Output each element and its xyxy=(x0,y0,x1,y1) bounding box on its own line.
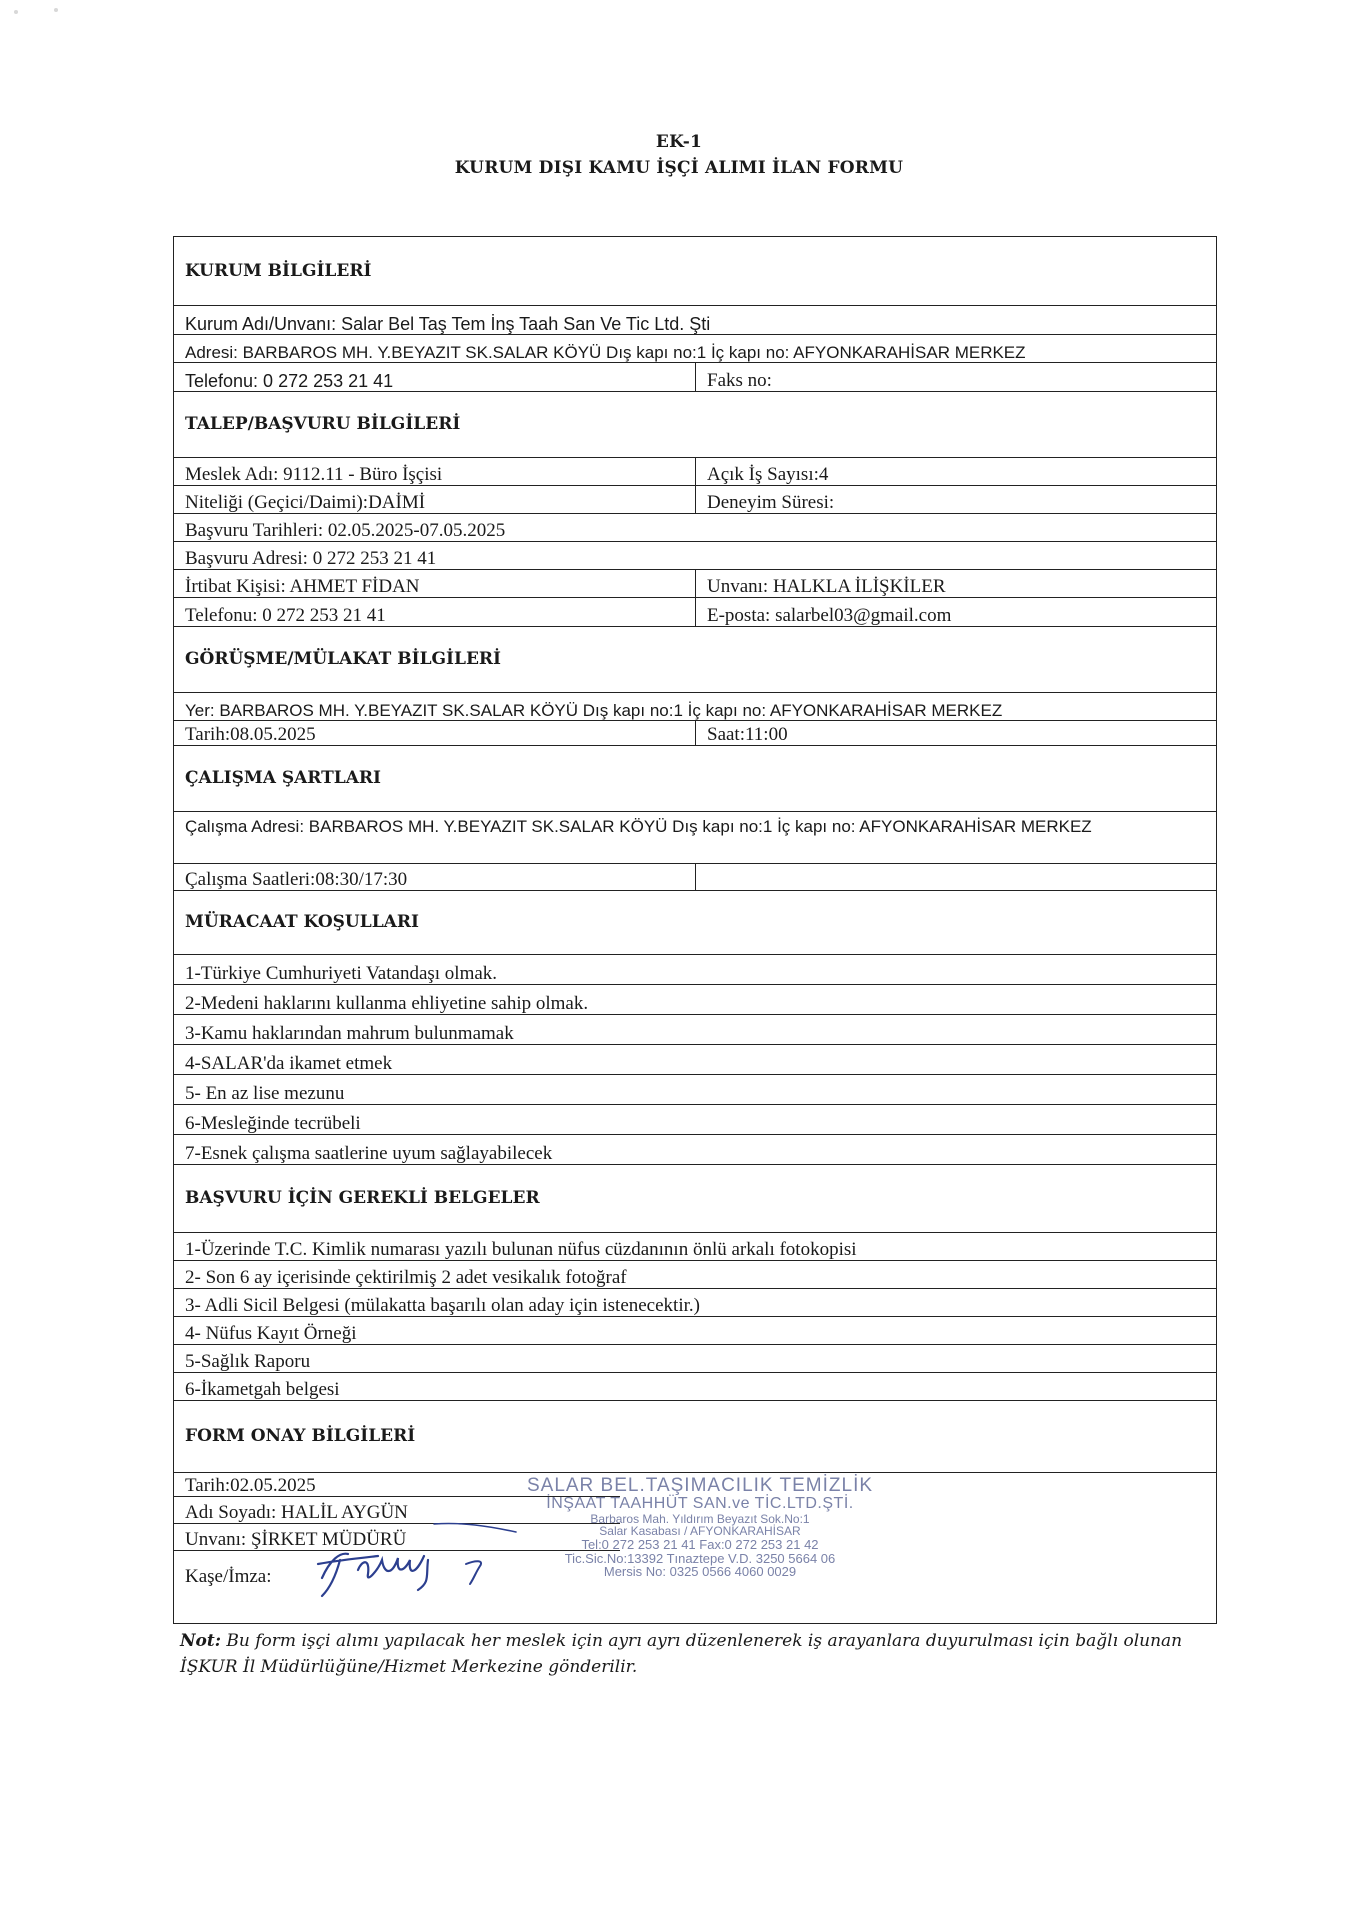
list-item xyxy=(174,1233,1216,1261)
gorusme-tarih-row xyxy=(174,721,1216,746)
note-text: Bu form işçi alımı yapılacak her meslek için ayrı ayrı düzenlenerek iş arayanlara duyurulması için bağlı olunan İŞKUR İl Müdürlüğüne/Hizmet Merkezine gönderilir. xyxy=(180,1631,1183,1677)
basvuru-adresi: Başvuru Adresi: 0 272 253 21 41 xyxy=(185,548,437,569)
section-title: TALEP/BAŞVURU BİLGİLERİ xyxy=(185,414,461,434)
kurum-adres: Adresi: BARBAROS MH. Y.BEYAZIT SK.SALAR KÖYÜ Dış kapı no:1 İç kapı no: AFYONKARAHİSAR MERKEZ xyxy=(185,343,1026,362)
kurum-telefon: Telefonu: 0 272 253 21 41 xyxy=(185,371,394,391)
belge-item: 2- Son 6 ay içerisinde çektirilmiş 2 adet vesikalık fotoğraf xyxy=(185,1267,627,1288)
footnote xyxy=(180,1628,1230,1680)
belge-item: 1-Üzerinde T.C. Kimlik numarası yazılı bulunan nüfus cüzdanının önlü arkalı fotokopisi xyxy=(185,1239,857,1260)
pen-stroke xyxy=(432,1518,522,1538)
scan-speck xyxy=(54,8,58,12)
stamp-line: Mersis No: 0325 0566 4060 0029 xyxy=(603,1564,797,1580)
list-item xyxy=(174,1045,1216,1075)
list-item xyxy=(174,1075,1216,1105)
list-item xyxy=(174,1135,1216,1165)
section-title: KURUM BİLGİLERİ xyxy=(185,260,372,281)
note-label: Not: xyxy=(180,1631,222,1651)
section-talep xyxy=(174,392,1216,458)
stamp-line: SALAR BEL.TAŞIMACILIK TEMİZLİK xyxy=(526,1475,874,1496)
section-onay xyxy=(174,1401,1216,1473)
irtibat-kisisi: İrtibat Kişisi: AHMET FİDAN xyxy=(185,576,420,597)
stamp-line: Salar Kasabası / AFYONKARAHİSAR xyxy=(599,1524,801,1539)
calisma-saatleri: Çalışma Saatleri:08:30/17:30 xyxy=(185,869,408,890)
talep-row-4 xyxy=(174,542,1216,570)
section-gorusme xyxy=(174,627,1216,693)
belge-item: 3- Adli Sicil Belgesi (mülakatta başarılı olan aday için istenecektir.) xyxy=(185,1295,700,1316)
list-item xyxy=(174,1345,1216,1373)
section-belgeler xyxy=(174,1165,1216,1233)
muracaat-item: 4-SALAR'da ikamet etmek xyxy=(185,1053,393,1074)
niteligi: Niteliği (Geçici/Daimi):DAİMİ xyxy=(185,492,426,513)
talep-row-3 xyxy=(174,514,1216,542)
stamp-line: Tic.Sic.No:13392 Tınaztepe V.D. 3250 5664 06 xyxy=(564,1550,836,1566)
kase-imza: Kaşe/İmza: xyxy=(185,1566,272,1587)
signature xyxy=(300,1530,520,1610)
kurum-adres-row xyxy=(174,335,1216,363)
muracaat-item: 5- En az lise mezunu xyxy=(185,1083,345,1104)
muracaat-item: 6-Mesleğinde tecrübeli xyxy=(185,1113,361,1134)
kurum-telefon-row xyxy=(174,363,1216,392)
talep-row-1 xyxy=(174,458,1216,486)
list-item xyxy=(174,1261,1216,1289)
form-box xyxy=(173,236,1217,1624)
company-stamp xyxy=(500,1476,900,1579)
calisma-adresi: Çalışma Adresi: BARBAROS MH. Y.BEYAZIT SK.SALAR KÖYÜ Dış kapı no:1 İç kapı no: AFYONKARAHİSAR MERKEZ xyxy=(185,817,1092,836)
form-title: KURUM DIŞI KAMU İŞÇİ ALIMI İLAN FORMU xyxy=(454,158,904,178)
belge-item: 4- Nüfus Kayıt Örneği xyxy=(185,1323,357,1344)
gorusme-tarih: Tarih:08.05.2025 xyxy=(185,724,316,745)
kurum-faks: Faks no: xyxy=(695,363,1216,391)
muracaat-item: 3-Kamu haklarından mahrum bulunmamak xyxy=(185,1023,514,1044)
talep-eposta: E-posta: salarbel03@gmail.com xyxy=(695,598,1216,626)
muracaat-item: 7-Esnek çalışma saatlerine uyum sağlayabilecek xyxy=(185,1143,553,1164)
belge-item: 5-Sağlık Raporu xyxy=(185,1351,311,1372)
gorusme-saat: Saat:11:00 xyxy=(695,721,1216,745)
irtibat-unvani: Unvanı: HALKLA İLİŞKİLER xyxy=(695,570,1216,597)
calisma-adres-row xyxy=(174,812,1216,864)
stamp-line: İNŞAAT TAAHHÜT SAN.ve TİC.LTD.ŞTİ. xyxy=(546,1494,854,1512)
list-item xyxy=(174,1373,1216,1401)
section-title: BAŞVURU İÇİN GEREKLİ BELGELER xyxy=(185,1188,540,1208)
talep-row-2 xyxy=(174,486,1216,514)
talep-row-6 xyxy=(174,598,1216,627)
onay-unvan: Unvanı: ŞİRKET MÜDÜRÜ xyxy=(185,1529,407,1550)
list-item xyxy=(174,1317,1216,1345)
meslek-adi: Meslek Adı: 9112.11 - Büro İşçisi xyxy=(185,464,443,485)
gorusme-yer: Yer: BARBAROS MH. Y.BEYAZIT SK.SALAR KÖYÜ Dış kapı no:1 İç kapı no: AFYONKARAHİSAR MERKEZ xyxy=(185,701,1003,720)
list-item xyxy=(174,1289,1216,1317)
section-muracaat xyxy=(174,891,1216,955)
section-calisma xyxy=(174,746,1216,812)
section-kurum xyxy=(174,237,1216,306)
onay-adi-soyadi: Adı Soyadı: HALİL AYGÜN xyxy=(185,1502,408,1523)
talep-telefon: Telefonu: 0 272 253 21 41 xyxy=(185,605,386,626)
talep-row-5 xyxy=(174,570,1216,598)
deneyim-suresi: Deneyim Süresi: xyxy=(695,486,1216,513)
calisma-saat-row xyxy=(174,864,1216,891)
list-item xyxy=(174,1105,1216,1135)
onay-tarih: Tarih:02.05.2025 xyxy=(185,1475,316,1496)
gorusme-yer-row xyxy=(174,693,1216,721)
section-title: GÖRÜŞME/MÜLAKAT BİLGİLERİ xyxy=(185,649,501,669)
list-item xyxy=(174,1015,1216,1045)
stamp-line: Barbaros Mah. Yıldırım Beyazıt Sok.No:1 xyxy=(590,1511,810,1526)
section-title: FORM ONAY BİLGİLERİ xyxy=(185,1426,416,1446)
scan-speck xyxy=(14,10,18,14)
basvuru-tarihleri: Başvuru Tarihleri: 02.05.2025-07.05.2025 xyxy=(185,520,506,541)
list-item xyxy=(174,985,1216,1015)
section-title: ÇALIŞMA ŞARTLARI xyxy=(185,768,381,788)
section-title: MÜRACAAT KOŞULLARI xyxy=(185,912,419,932)
muracaat-item: 1-Türkiye Cumhuriyeti Vatandaşı olmak. xyxy=(185,963,498,984)
stamp-line: Tel:0 272 253 21 41 Fax:0 272 253 21 42 xyxy=(581,1536,819,1552)
acik-is-sayisi: Açık İş Sayısı:4 xyxy=(695,458,1216,485)
muracaat-item: 2-Medeni haklarını kullanma ehliyetine sahip olmak. xyxy=(185,993,589,1014)
belge-item: 6-İkametgah belgesi xyxy=(185,1379,340,1400)
empty-cell xyxy=(695,864,1216,890)
list-item xyxy=(174,955,1216,985)
form-code: EK-1 xyxy=(655,132,703,152)
kurum-adi: Kurum Adı/Unvanı: Salar Bel Taş Tem İnş Taah San Ve Tic Ltd. Şti xyxy=(185,314,711,334)
kurum-adi-row xyxy=(174,306,1216,335)
